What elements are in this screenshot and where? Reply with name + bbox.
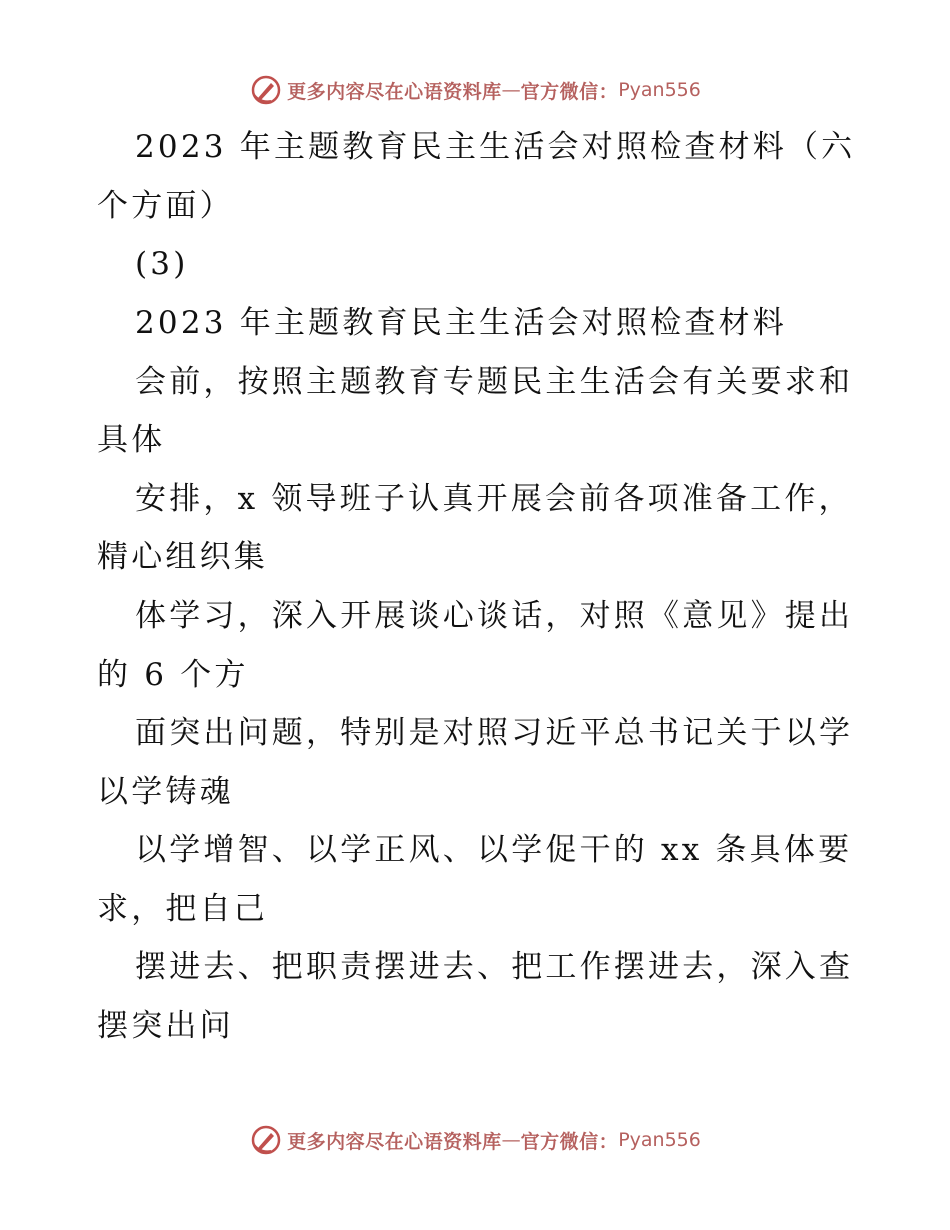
body-line: 求，把自己 xyxy=(97,891,268,927)
watermark-main-text: 更多内容尽在心语资料库 xyxy=(287,80,502,103)
doc-title-line-2: 个方面） xyxy=(97,188,234,224)
footer-watermark xyxy=(0,1120,950,1160)
body-line: 安排，x 领导班子认真开展会前各项准备工作， xyxy=(135,481,853,517)
watermark-wechat-id: Pyan556 xyxy=(618,1129,701,1151)
pen-logo-icon xyxy=(249,73,283,107)
body-line: 以学铸魂 xyxy=(97,774,234,810)
watermark-main-text: 更多内容尽在心语资料库 xyxy=(287,1130,502,1153)
header-watermark xyxy=(0,70,950,110)
doc-title-line-1: 2023 年主题教育民主生活会对照检查材料（六 xyxy=(135,129,856,165)
doc-subtitle: 2023 年主题教育民主生活会对照检查材料 xyxy=(135,305,787,341)
watermark-wechat-label: 官方微信： xyxy=(520,80,619,103)
watermark-wechat-label: 官方微信： xyxy=(520,1130,619,1153)
watermark-wechat-id: Pyan556 xyxy=(618,79,701,101)
body-line: 体学习，深入开展谈心谈话，对照《意见》提出 xyxy=(135,598,854,634)
body-line: 具体 xyxy=(97,422,166,458)
pen-logo-icon xyxy=(249,1123,283,1157)
body-line: 精心组织集 xyxy=(97,539,268,575)
watermark-separator: — xyxy=(501,1129,521,1151)
body-line: 摆进去、把职责摆进去、把工作摆进去，深入查 xyxy=(135,949,854,985)
body-line: 面突出问题，特别是对照习近平总书记关于以学 xyxy=(135,715,854,751)
body-line: 以学增智、以学正风、以学促干的 xx 条具体要 xyxy=(135,832,853,868)
body-line: 摆突出问 xyxy=(97,1008,234,1044)
watermark-separator: — xyxy=(501,79,521,101)
doc-number: (3) xyxy=(135,246,189,282)
body-line: 会前，按照主题教育专题民主生活会有关要求和 xyxy=(135,364,854,400)
body-line: 的 6 个方 xyxy=(97,657,249,693)
